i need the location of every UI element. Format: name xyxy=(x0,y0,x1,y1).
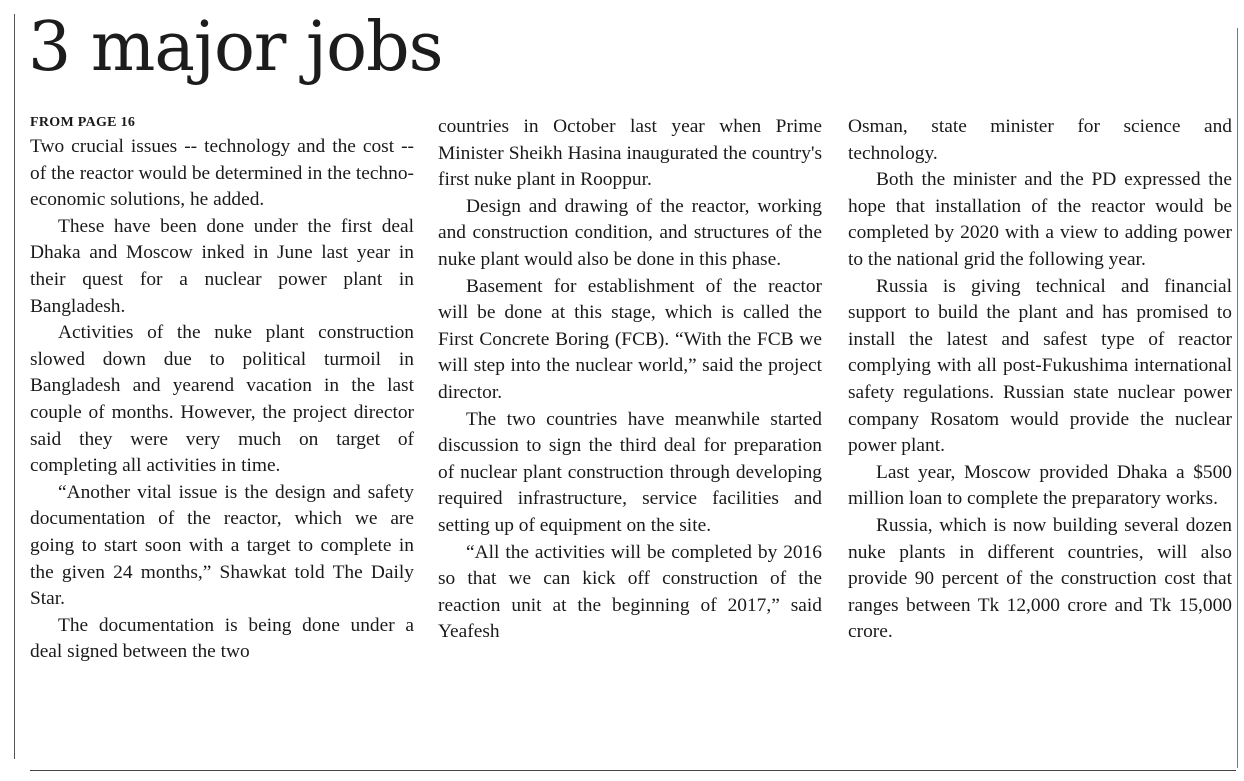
bottom-rule xyxy=(30,770,1236,771)
paragraph: The documentation is being done under a deal signed between the two xyxy=(30,614,414,663)
paragraph: countries in October last year when Prime Minister Sheikh Hasina inaugurated the country's first nuke plant in Rooppur. xyxy=(438,116,822,191)
paragraph: Basement for establishment of the reactor will be done at this stage, which is called the First Concrete Boring (FCB). “With the FCB we will step into the nuclear world,” said the project director. xyxy=(438,275,822,403)
paragraph: Russia is giving technical and financial support to build the plant and has promised to install the latest and safest type of reactor complying with all post-Fukushima international safety regulations. Russian state nuclear power company Rosatom would provide the nuclear power plant. xyxy=(848,275,1232,457)
paragraph: Last year, Moscow provided Dhaka a $500 million loan to complete the preparatory works. xyxy=(848,461,1232,510)
headline: 3 major jobs xyxy=(28,8,443,87)
right-column-rule xyxy=(1237,28,1238,768)
paragraph: “Another vital issue is the design and safety documentation of the reactor, which we are going to start soon with a target to complete in the given 24 months,” Shawkat told The Daily Star. xyxy=(30,481,414,610)
article-column-3 xyxy=(848,114,1232,646)
article-column-2 xyxy=(438,114,822,646)
paragraph: Activities of the nuke plant construction slowed down due to political turmoil in Bangladesh and yearend vacation in the last couple of months. However, the project director said they were very much on target of completing all activities in time. xyxy=(30,322,414,477)
paragraph: Design and drawing of the reactor, working and construction condition, and structures of the nuke plant would also be done in this phase. xyxy=(438,195,822,270)
paragraph: Russia, which is now building several dozen nuke plants in different countries, will also provide 90 percent of the construction cost that ranges between Tk 12,000 crore and Tk 15,000 crore. xyxy=(848,514,1232,643)
article-column-1 xyxy=(30,114,414,666)
paragraph: “All the activities will be completed by 2016 so that we can kick off construction of the reaction unit at the beginning of 2017,” said Yeafesh xyxy=(438,541,822,643)
paragraph: Two crucial issues -- technology and the cost -- of the reactor would be determined in the techno-economic solutions, he added. xyxy=(30,136,414,211)
left-column-rule xyxy=(14,14,15,759)
paragraph: Osman, state minister for science and technology. xyxy=(848,116,1232,164)
paragraph: These have been done under the first deal Dhaka and Moscow inked in June last year in their quest for a nuclear power plant in Bangladesh. xyxy=(30,215,414,317)
paragraph: The two countries have meanwhile started discussion to sign the third deal for preparation of nuclear plant construction through developing required infrastructure, service facilities and setting up of equipment on the site. xyxy=(438,408,822,536)
paragraph: Both the minister and the PD expressed the hope that installation of the reactor would be completed by 2020 with a view to adding power to the national grid the following year. xyxy=(848,169,1232,270)
dateline: FROM PAGE 16 xyxy=(30,115,136,130)
